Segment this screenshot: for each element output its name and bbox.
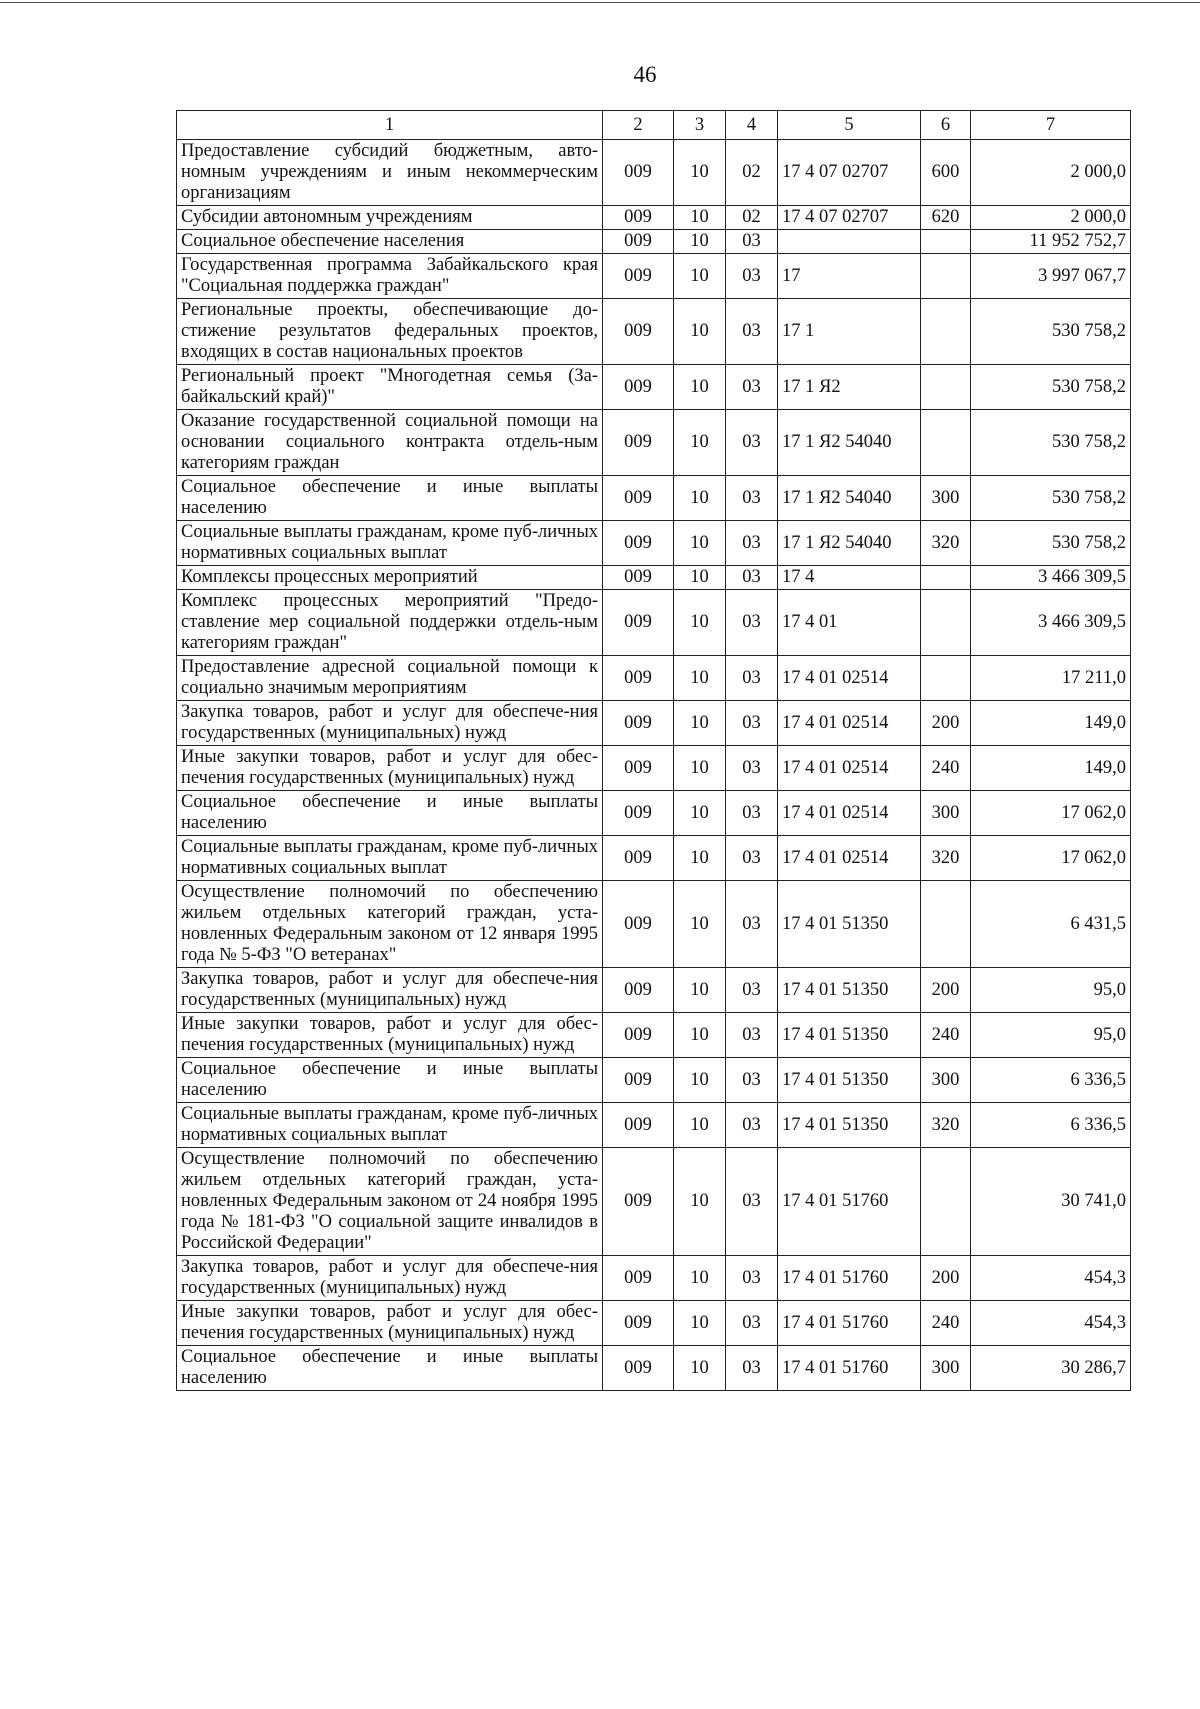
row-amount: 2 000,0 bbox=[971, 140, 1131, 206]
row-target-article: 17 4 01 02514 bbox=[778, 836, 921, 881]
table-row bbox=[177, 566, 1131, 590]
row-target-article: 17 4 01 51760 bbox=[778, 1256, 921, 1301]
row-expense-type bbox=[921, 566, 971, 590]
row-subsection-code: 03 bbox=[726, 365, 778, 410]
table-row bbox=[177, 1148, 1131, 1256]
table-row bbox=[177, 254, 1131, 299]
row-amount: 2 000,0 bbox=[971, 206, 1131, 230]
row-ministry-code: 009 bbox=[603, 299, 674, 365]
header-col-6: 6 bbox=[921, 111, 971, 140]
row-expense-type bbox=[921, 299, 971, 365]
row-subsection-code: 03 bbox=[726, 881, 778, 968]
row-expense-type bbox=[921, 365, 971, 410]
row-ministry-code: 009 bbox=[603, 521, 674, 566]
row-target-article: 17 1 Я2 54040 bbox=[778, 521, 921, 566]
row-name: Социальные выплаты гражданам, кроме пуб-личных нормативных социальных выплат bbox=[177, 521, 603, 566]
row-section-code: 10 bbox=[674, 476, 726, 521]
row-name: Региональные проекты, обеспечивающие до-стижение результатов федеральных проектов, входящих в состав национальных проектов bbox=[177, 299, 603, 365]
row-name: Иные закупки товаров, работ и услуг для обес-печения государственных (муниципальных) нужд bbox=[177, 1301, 603, 1346]
row-amount: 30 286,7 bbox=[971, 1346, 1131, 1391]
table-row bbox=[177, 230, 1131, 254]
row-ministry-code: 009 bbox=[603, 206, 674, 230]
row-expense-type bbox=[921, 410, 971, 476]
table-row bbox=[177, 1013, 1131, 1058]
row-section-code: 10 bbox=[674, 791, 726, 836]
row-name: Социальные выплаты гражданам, кроме пуб-личных нормативных социальных выплат bbox=[177, 836, 603, 881]
row-subsection-code: 03 bbox=[726, 1346, 778, 1391]
row-section-code: 10 bbox=[674, 365, 726, 410]
row-ministry-code: 009 bbox=[603, 140, 674, 206]
row-name: Иные закупки товаров, работ и услуг для обес-печения государственных (муниципальных) нужд bbox=[177, 746, 603, 791]
row-section-code: 10 bbox=[674, 881, 726, 968]
row-expense-type: 240 bbox=[921, 1301, 971, 1346]
row-ministry-code: 009 bbox=[603, 881, 674, 968]
row-name: Осуществление полномочий по обеспечению жильем отдельных категорий граждан, уста-новленных Федеральным законом от 24 ноября 1995 года № 181-ФЗ "О социальной защите инвалидов в Российской Федерации" bbox=[177, 1148, 603, 1256]
row-section-code: 10 bbox=[674, 1103, 726, 1148]
row-section-code: 10 bbox=[674, 254, 726, 299]
row-section-code: 10 bbox=[674, 566, 726, 590]
row-target-article: 17 4 01 02514 bbox=[778, 746, 921, 791]
row-section-code: 10 bbox=[674, 299, 726, 365]
row-target-article: 17 1 Я2 54040 bbox=[778, 476, 921, 521]
row-subsection-code: 03 bbox=[726, 968, 778, 1013]
row-target-article: 17 4 01 51350 bbox=[778, 1103, 921, 1148]
table-row bbox=[177, 476, 1131, 521]
row-section-code: 10 bbox=[674, 1301, 726, 1346]
row-expense-type: 240 bbox=[921, 1013, 971, 1058]
row-name: Субсидии автономным учреждениям bbox=[177, 206, 603, 230]
row-subsection-code: 03 bbox=[726, 299, 778, 365]
table-row bbox=[177, 206, 1131, 230]
row-amount: 530 758,2 bbox=[971, 476, 1131, 521]
row-name: Закупка товаров, работ и услуг для обеспече-ния государственных (муниципальных) нужд bbox=[177, 1256, 603, 1301]
table-row bbox=[177, 299, 1131, 365]
row-ministry-code: 009 bbox=[603, 1256, 674, 1301]
row-target-article bbox=[778, 230, 921, 254]
row-amount: 17 062,0 bbox=[971, 836, 1131, 881]
row-ministry-code: 009 bbox=[603, 1301, 674, 1346]
row-amount: 17 062,0 bbox=[971, 791, 1131, 836]
row-section-code: 10 bbox=[674, 656, 726, 701]
row-section-code: 10 bbox=[674, 1148, 726, 1256]
row-subsection-code: 03 bbox=[726, 1103, 778, 1148]
row-target-article: 17 4 bbox=[778, 566, 921, 590]
row-target-article: 17 1 Я2 54040 bbox=[778, 410, 921, 476]
row-expense-type bbox=[921, 230, 971, 254]
row-section-code: 10 bbox=[674, 968, 726, 1013]
row-subsection-code: 03 bbox=[726, 1256, 778, 1301]
row-expense-type: 620 bbox=[921, 206, 971, 230]
row-name: Предоставление субсидий бюджетным, авто-номным учреждениям и иным некоммерческим организациям bbox=[177, 140, 603, 206]
row-target-article: 17 4 01 02514 bbox=[778, 701, 921, 746]
row-target-article: 17 1 Я2 bbox=[778, 365, 921, 410]
row-subsection-code: 03 bbox=[726, 521, 778, 566]
row-section-code: 10 bbox=[674, 1346, 726, 1391]
row-ministry-code: 009 bbox=[603, 1148, 674, 1256]
row-amount: 3 466 309,5 bbox=[971, 566, 1131, 590]
row-subsection-code: 03 bbox=[726, 1013, 778, 1058]
row-section-code: 10 bbox=[674, 521, 726, 566]
row-subsection-code: 03 bbox=[726, 836, 778, 881]
row-section-code: 10 bbox=[674, 206, 726, 230]
row-name: Социальные выплаты гражданам, кроме пуб-личных нормативных социальных выплат bbox=[177, 1103, 603, 1148]
row-target-article: 17 4 01 51760 bbox=[778, 1346, 921, 1391]
row-amount: 454,3 bbox=[971, 1301, 1131, 1346]
header-col-5: 5 bbox=[778, 111, 921, 140]
row-amount: 11 952 752,7 bbox=[971, 230, 1131, 254]
row-name: Комплекс процессных мероприятий "Предо-ставление мер социальной поддержки отдель-ным категориям граждан" bbox=[177, 590, 603, 656]
table-row bbox=[177, 1058, 1131, 1103]
row-subsection-code: 03 bbox=[726, 656, 778, 701]
row-name: Социальное обеспечение населения bbox=[177, 230, 603, 254]
row-amount: 454,3 bbox=[971, 1256, 1131, 1301]
row-ministry-code: 009 bbox=[603, 476, 674, 521]
row-subsection-code: 02 bbox=[726, 206, 778, 230]
table-row bbox=[177, 140, 1131, 206]
row-amount: 149,0 bbox=[971, 746, 1131, 791]
row-target-article: 17 4 01 51350 bbox=[778, 968, 921, 1013]
row-ministry-code: 009 bbox=[603, 1346, 674, 1391]
row-expense-type: 320 bbox=[921, 521, 971, 566]
row-expense-type: 600 bbox=[921, 140, 971, 206]
row-section-code: 10 bbox=[674, 140, 726, 206]
row-name: Комплексы процессных мероприятий bbox=[177, 566, 603, 590]
row-subsection-code: 03 bbox=[726, 791, 778, 836]
row-amount: 17 211,0 bbox=[971, 656, 1131, 701]
row-amount: 6 336,5 bbox=[971, 1103, 1131, 1148]
row-target-article: 17 bbox=[778, 254, 921, 299]
row-expense-type bbox=[921, 881, 971, 968]
row-expense-type: 320 bbox=[921, 1103, 971, 1148]
row-target-article: 17 4 07 02707 bbox=[778, 140, 921, 206]
row-expense-type: 320 bbox=[921, 836, 971, 881]
row-subsection-code: 03 bbox=[726, 476, 778, 521]
table-row bbox=[177, 836, 1131, 881]
row-subsection-code: 03 bbox=[726, 1058, 778, 1103]
row-section-code: 10 bbox=[674, 1256, 726, 1301]
row-section-code: 10 bbox=[674, 410, 726, 476]
table-row bbox=[177, 1301, 1131, 1346]
row-amount: 530 758,2 bbox=[971, 521, 1131, 566]
row-name: Предоставление адресной социальной помощи к социально значимым мероприятиям bbox=[177, 656, 603, 701]
row-expense-type: 200 bbox=[921, 968, 971, 1013]
row-expense-type bbox=[921, 1148, 971, 1256]
row-target-article: 17 4 01 51350 bbox=[778, 1058, 921, 1103]
row-ministry-code: 009 bbox=[603, 254, 674, 299]
row-expense-type bbox=[921, 590, 971, 656]
row-section-code: 10 bbox=[674, 230, 726, 254]
row-expense-type: 300 bbox=[921, 791, 971, 836]
row-name: Социальное обеспечение и иные выплаты населению bbox=[177, 791, 603, 836]
header-col-7: 7 bbox=[971, 111, 1131, 140]
row-subsection-code: 02 bbox=[726, 140, 778, 206]
row-subsection-code: 03 bbox=[726, 410, 778, 476]
row-name: Региональный проект "Многодетная семья (За-байкальский край)" bbox=[177, 365, 603, 410]
header-col-1: 1 bbox=[177, 111, 603, 140]
row-amount: 6 431,5 bbox=[971, 881, 1131, 968]
row-section-code: 10 bbox=[674, 701, 726, 746]
row-ministry-code: 009 bbox=[603, 566, 674, 590]
row-amount: 95,0 bbox=[971, 1013, 1131, 1058]
row-expense-type: 200 bbox=[921, 1256, 971, 1301]
row-ministry-code: 009 bbox=[603, 1103, 674, 1148]
table-header-row bbox=[177, 111, 1131, 140]
table-row bbox=[177, 590, 1131, 656]
row-ministry-code: 009 bbox=[603, 746, 674, 791]
row-amount: 3 997 067,7 bbox=[971, 254, 1131, 299]
row-target-article: 17 4 01 bbox=[778, 590, 921, 656]
row-target-article: 17 4 01 02514 bbox=[778, 656, 921, 701]
row-amount: 530 758,2 bbox=[971, 410, 1131, 476]
row-amount: 6 336,5 bbox=[971, 1058, 1131, 1103]
row-ministry-code: 009 bbox=[603, 590, 674, 656]
row-section-code: 10 bbox=[674, 1013, 726, 1058]
row-expense-type bbox=[921, 254, 971, 299]
row-target-article: 17 4 07 02707 bbox=[778, 206, 921, 230]
table-row bbox=[177, 365, 1131, 410]
table-row bbox=[177, 1346, 1131, 1391]
row-target-article: 17 4 01 51760 bbox=[778, 1148, 921, 1256]
header-col-4: 4 bbox=[726, 111, 778, 140]
budget-table bbox=[176, 110, 1131, 1391]
table-row bbox=[177, 656, 1131, 701]
table-row bbox=[177, 521, 1131, 566]
row-target-article: 17 4 01 02514 bbox=[778, 791, 921, 836]
row-ministry-code: 009 bbox=[603, 791, 674, 836]
row-expense-type: 200 bbox=[921, 701, 971, 746]
row-subsection-code: 03 bbox=[726, 590, 778, 656]
table-row bbox=[177, 1103, 1131, 1148]
row-name: Государственная программа Забайкальского края "Социальная поддержка граждан" bbox=[177, 254, 603, 299]
row-ministry-code: 009 bbox=[603, 230, 674, 254]
row-amount: 530 758,2 bbox=[971, 365, 1131, 410]
header-col-3: 3 bbox=[674, 111, 726, 140]
row-ministry-code: 009 bbox=[603, 1058, 674, 1103]
row-expense-type: 300 bbox=[921, 476, 971, 521]
row-subsection-code: 03 bbox=[726, 1301, 778, 1346]
row-expense-type: 300 bbox=[921, 1058, 971, 1103]
table-row bbox=[177, 881, 1131, 968]
row-subsection-code: 03 bbox=[726, 254, 778, 299]
row-subsection-code: 03 bbox=[726, 566, 778, 590]
row-section-code: 10 bbox=[674, 590, 726, 656]
row-amount: 3 466 309,5 bbox=[971, 590, 1131, 656]
table-row bbox=[177, 1256, 1131, 1301]
row-subsection-code: 03 bbox=[726, 746, 778, 791]
row-amount: 95,0 bbox=[971, 968, 1131, 1013]
table-row bbox=[177, 410, 1131, 476]
row-section-code: 10 bbox=[674, 1058, 726, 1103]
row-name: Иные закупки товаров, работ и услуг для обес-печения государственных (муниципальных) нужд bbox=[177, 1013, 603, 1058]
row-amount: 149,0 bbox=[971, 701, 1131, 746]
row-subsection-code: 03 bbox=[726, 701, 778, 746]
page-number: 46 bbox=[633, 62, 657, 87]
table-row bbox=[177, 701, 1131, 746]
row-name: Оказание государственной социальной помощи на основании социального контракта отдель-ным категориям граждан bbox=[177, 410, 603, 476]
row-ministry-code: 009 bbox=[603, 1013, 674, 1058]
row-name: Социальное обеспечение и иные выплаты населению bbox=[177, 1058, 603, 1103]
header-col-2: 2 bbox=[603, 111, 674, 140]
row-ministry-code: 009 bbox=[603, 656, 674, 701]
table-row bbox=[177, 791, 1131, 836]
table-row bbox=[177, 746, 1131, 791]
row-subsection-code: 03 bbox=[726, 1148, 778, 1256]
row-target-article: 17 4 01 51760 bbox=[778, 1301, 921, 1346]
row-target-article: 17 4 01 51350 bbox=[778, 1013, 921, 1058]
row-name: Осуществление полномочий по обеспечению жильем отдельных категорий граждан, уста-новленных Федеральным законом от 12 января 1995 года № 5-ФЗ "О ветеранах" bbox=[177, 881, 603, 968]
table-body bbox=[177, 140, 1131, 1391]
row-expense-type: 300 bbox=[921, 1346, 971, 1391]
row-target-article: 17 1 bbox=[778, 299, 921, 365]
row-name: Социальное обеспечение и иные выплаты населению bbox=[177, 476, 603, 521]
row-section-code: 10 bbox=[674, 746, 726, 791]
row-expense-type bbox=[921, 656, 971, 701]
row-amount: 30 741,0 bbox=[971, 1148, 1131, 1256]
row-ministry-code: 009 bbox=[603, 410, 674, 476]
top-scan-edge bbox=[0, 2, 1200, 3]
row-subsection-code: 03 bbox=[726, 230, 778, 254]
row-name: Социальное обеспечение и иные выплаты населению bbox=[177, 1346, 603, 1391]
row-target-article: 17 4 01 51350 bbox=[778, 881, 921, 968]
row-name: Закупка товаров, работ и услуг для обеспече-ния государственных (муниципальных) нужд bbox=[177, 701, 603, 746]
row-section-code: 10 bbox=[674, 836, 726, 881]
row-ministry-code: 009 bbox=[603, 836, 674, 881]
row-ministry-code: 009 bbox=[603, 968, 674, 1013]
row-expense-type: 240 bbox=[921, 746, 971, 791]
table-row bbox=[177, 968, 1131, 1013]
row-amount: 530 758,2 bbox=[971, 299, 1131, 365]
row-ministry-code: 009 bbox=[603, 365, 674, 410]
row-ministry-code: 009 bbox=[603, 701, 674, 746]
row-name: Закупка товаров, работ и услуг для обеспече-ния государственных (муниципальных) нужд bbox=[177, 968, 603, 1013]
